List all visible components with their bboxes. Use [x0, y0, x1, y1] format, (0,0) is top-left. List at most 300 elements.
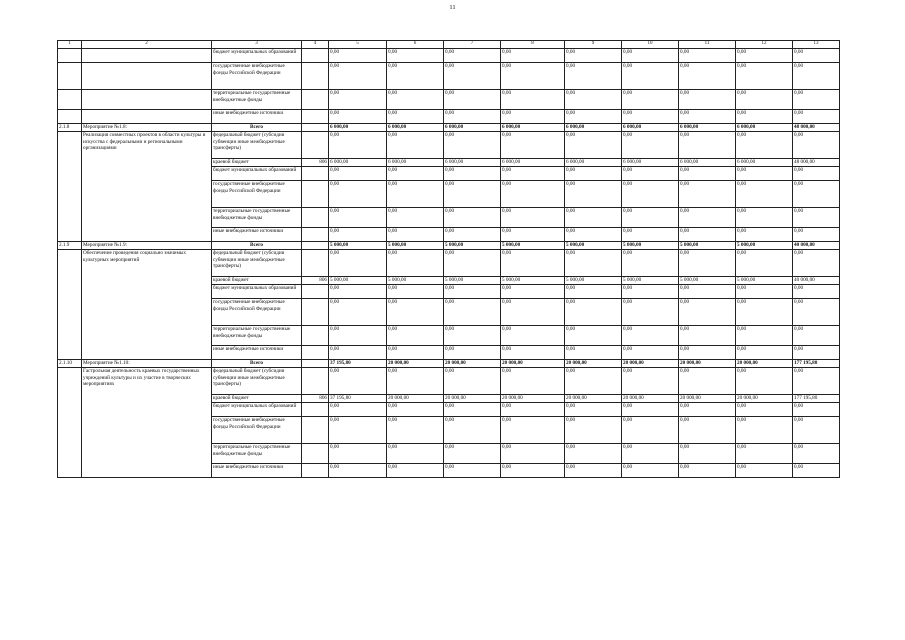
value-cell: 0,00 [793, 346, 840, 360]
funding-source-cell: федеральный бюджет (субсидии субвенции иные межбюджетные трансферты) [212, 132, 302, 159]
value-cell: 0,00 [793, 368, 840, 395]
funding-source-cell: Всего [212, 360, 302, 368]
value-cell: 5 000,00 [501, 277, 565, 285]
value-cell: 0,00 [736, 49, 793, 63]
measure-number-cell: 2.1.8 [58, 124, 82, 132]
value-cell: 0,00 [329, 49, 387, 63]
value-cell: 0,00 [444, 132, 501, 159]
value-cell: 0,00 [679, 368, 736, 395]
code-cell [302, 360, 329, 368]
value-cell: 0,00 [679, 228, 736, 242]
value-cell: 0,00 [329, 250, 387, 277]
value-cell: 0,00 [444, 368, 501, 395]
header-cell: 4 [302, 41, 329, 49]
value-cell: 0,00 [622, 464, 679, 478]
funding-source-cell: бюджет муниципальных образований [212, 49, 302, 63]
header-cell: 8 [501, 41, 565, 49]
measure-number-cell: 2.1.10 [58, 360, 82, 368]
value-cell: 0,00 [679, 208, 736, 228]
value-cell: 0,00 [565, 49, 622, 63]
value-cell: 6 000,00 [622, 159, 679, 167]
code-cell: 806 [302, 159, 329, 167]
value-cell: 0,00 [387, 208, 444, 228]
funding-source-cell: краевой бюджет [212, 277, 302, 285]
value-cell: 0,00 [387, 368, 444, 395]
value-cell: 0,00 [679, 63, 736, 90]
value-cell: 0,00 [565, 417, 622, 444]
value-cell: 48 000,00 [793, 124, 840, 132]
value-cell: 5 000,00 [679, 242, 736, 250]
value-cell: 20 000,00 [444, 360, 501, 368]
value-cell: 0,00 [387, 299, 444, 326]
value-cell: 5 000,00 [444, 242, 501, 250]
header-cell: 3 [212, 41, 302, 49]
value-cell: 0,00 [329, 208, 387, 228]
value-cell: 0,00 [622, 326, 679, 346]
value-cell: 0,00 [793, 208, 840, 228]
code-cell: 806 [302, 395, 329, 403]
value-cell: 0,00 [444, 90, 501, 110]
value-cell: 6 000,00 [387, 159, 444, 167]
value-cell: 0,00 [679, 346, 736, 360]
value-cell: 0,00 [387, 90, 444, 110]
value-cell: 0,00 [679, 250, 736, 277]
value-cell: 5 000,00 [736, 277, 793, 285]
value-cell: 0,00 [736, 181, 793, 208]
value-cell: 0,00 [622, 228, 679, 242]
value-cell: 0,00 [329, 464, 387, 478]
value-cell: 0,00 [565, 167, 622, 181]
value-cell: 0,00 [329, 167, 387, 181]
header-cell: 7 [444, 41, 501, 49]
value-cell: 6 000,00 [501, 159, 565, 167]
code-cell [302, 208, 329, 228]
value-cell: 0,00 [622, 299, 679, 326]
value-cell: 20 000,00 [565, 360, 622, 368]
measure-number-cell [58, 110, 82, 124]
value-cell: 0,00 [622, 346, 679, 360]
measure-description-cell: Гастрольная деятельность краевых государственных учреждений культуры и их участие в творческих мероприятиях [82, 368, 212, 478]
funding-source-cell: Всего [212, 242, 302, 250]
value-cell: 0,00 [622, 444, 679, 464]
code-cell [302, 124, 329, 132]
code-cell [302, 181, 329, 208]
value-cell: 20 000,00 [444, 395, 501, 403]
value-cell: 0,00 [793, 63, 840, 90]
value-cell: 0,00 [501, 250, 565, 277]
value-cell: 0,00 [329, 368, 387, 395]
value-cell: 0,00 [736, 63, 793, 90]
value-cell: 0,00 [387, 132, 444, 159]
value-cell: 0,00 [793, 250, 840, 277]
value-cell: 20 000,00 [501, 395, 565, 403]
value-cell: 0,00 [329, 228, 387, 242]
code-cell [302, 63, 329, 90]
value-cell: 0,00 [565, 464, 622, 478]
value-cell: 0,00 [444, 110, 501, 124]
value-cell: 0,00 [793, 90, 840, 110]
value-cell: 20 000,00 [736, 360, 793, 368]
code-cell [302, 285, 329, 299]
table-row [58, 132, 840, 159]
funding-source-cell: территориальные государственные внебюджетные фонды [212, 326, 302, 346]
value-cell: 0,00 [444, 167, 501, 181]
table-row [58, 360, 840, 368]
code-cell [302, 417, 329, 444]
value-cell: 6 000,00 [444, 124, 501, 132]
value-cell: 0,00 [736, 368, 793, 395]
measure-title-cell [82, 49, 212, 63]
code-cell [302, 299, 329, 326]
value-cell: 0,00 [501, 49, 565, 63]
header-cell: 11 [679, 41, 736, 49]
value-cell: 0,00 [444, 285, 501, 299]
value-cell: 0,00 [793, 417, 840, 444]
value-cell: 6 000,00 [565, 159, 622, 167]
value-cell: 0,00 [565, 346, 622, 360]
value-cell: 5 000,00 [329, 277, 387, 285]
value-cell: 0,00 [736, 167, 793, 181]
value-cell: 0,00 [444, 444, 501, 464]
value-cell: 0,00 [329, 299, 387, 326]
value-cell: 0,00 [736, 403, 793, 417]
value-cell: 6 000,00 [736, 124, 793, 132]
value-cell: 0,00 [387, 464, 444, 478]
value-cell: 0,00 [565, 110, 622, 124]
value-cell: 6 000,00 [444, 159, 501, 167]
budget-table [57, 40, 840, 478]
value-cell: 0,00 [679, 464, 736, 478]
table-row [58, 124, 840, 132]
value-cell: 0,00 [736, 417, 793, 444]
value-cell: 0,00 [622, 110, 679, 124]
value-cell: 0,00 [679, 326, 736, 346]
measure-description-cell: Реализация совместных проектов в области культуры и искусства с федеральными и региональными организациями [82, 132, 212, 242]
value-cell: 37 195,80 [329, 395, 387, 403]
value-cell: 0,00 [679, 110, 736, 124]
header-cell: 9 [565, 41, 622, 49]
header-cell: 6 [387, 41, 444, 49]
measure-number-cell [58, 90, 82, 110]
value-cell: 6 000,00 [501, 124, 565, 132]
value-cell: 0,00 [501, 228, 565, 242]
value-cell: 0,00 [736, 208, 793, 228]
value-cell: 0,00 [679, 49, 736, 63]
header-cell: 5 [329, 41, 387, 49]
value-cell: 0,00 [387, 417, 444, 444]
value-cell: 0,00 [501, 368, 565, 395]
value-cell: 0,00 [329, 132, 387, 159]
value-cell: 0,00 [736, 346, 793, 360]
value-cell: 0,00 [387, 285, 444, 299]
value-cell: 0,00 [622, 90, 679, 110]
value-cell: 0,00 [793, 464, 840, 478]
value-cell: 6 000,00 [565, 124, 622, 132]
funding-source-cell: государственные внебюджетные фонды Российской Федерации [212, 299, 302, 326]
measure-title-cell: Мероприятие №1.8: [82, 124, 212, 132]
value-cell: 0,00 [501, 208, 565, 228]
value-cell: 0,00 [329, 63, 387, 90]
value-cell: 0,00 [736, 110, 793, 124]
value-cell: 0,00 [622, 181, 679, 208]
value-cell: 5 000,00 [622, 242, 679, 250]
value-cell: 5 000,00 [387, 277, 444, 285]
value-cell: 0,00 [736, 464, 793, 478]
value-cell: 0,00 [565, 90, 622, 110]
code-cell [302, 326, 329, 346]
value-cell: 0,00 [444, 208, 501, 228]
value-cell: 177 195,80 [793, 360, 840, 368]
funding-source-cell: бюджет муниципальных образований [212, 403, 302, 417]
value-cell: 0,00 [501, 63, 565, 90]
value-cell: 5 000,00 [736, 242, 793, 250]
code-cell [302, 242, 329, 250]
value-cell: 0,00 [793, 228, 840, 242]
value-cell: 0,00 [565, 299, 622, 326]
value-cell: 0,00 [793, 49, 840, 63]
value-cell: 6 000,00 [329, 159, 387, 167]
funding-source-cell: иные внебюджетные источники [212, 346, 302, 360]
value-cell: 0,00 [679, 285, 736, 299]
code-cell [302, 132, 329, 159]
measure-title-cell: Мероприятие №1.10: [82, 360, 212, 368]
value-cell: 20 000,00 [622, 395, 679, 403]
value-cell: 0,00 [793, 167, 840, 181]
value-cell: 0,00 [736, 285, 793, 299]
value-cell: 0,00 [622, 250, 679, 277]
value-cell: 0,00 [329, 285, 387, 299]
value-cell: 0,00 [444, 299, 501, 326]
value-cell: 20 000,00 [679, 395, 736, 403]
value-cell: 177 195,80 [793, 395, 840, 403]
funding-source-cell: территориальные государственные внебюджетные фонды [212, 90, 302, 110]
value-cell: 0,00 [565, 208, 622, 228]
value-cell: 0,00 [565, 326, 622, 346]
funding-source-cell: бюджет муниципальных образований [212, 285, 302, 299]
table-row [58, 242, 840, 250]
value-cell: 6 000,00 [736, 159, 793, 167]
code-cell [302, 110, 329, 124]
value-cell: 0,00 [444, 417, 501, 444]
value-cell: 0,00 [793, 326, 840, 346]
value-cell: 0,00 [501, 417, 565, 444]
funding-source-cell: территориальные государственные внебюджетные фонды [212, 444, 302, 464]
code-cell [302, 444, 329, 464]
value-cell: 0,00 [329, 326, 387, 346]
value-cell: 0,00 [622, 417, 679, 444]
value-cell: 6 000,00 [622, 124, 679, 132]
value-cell: 0,00 [387, 403, 444, 417]
table-row [58, 49, 840, 63]
table-row [58, 368, 840, 395]
value-cell: 0,00 [565, 181, 622, 208]
measure-title-cell [82, 90, 212, 110]
table-row [58, 90, 840, 110]
value-cell: 0,00 [329, 346, 387, 360]
funding-source-cell: государственные внебюджетные фонды Российской Федерации [212, 181, 302, 208]
funding-source-cell: краевой бюджет [212, 159, 302, 167]
measure-title-cell: Мероприятие №1.9: [82, 242, 212, 250]
funding-source-cell: государственные внебюджетные фонды Российской Федерации [212, 63, 302, 90]
value-cell: 0,00 [387, 110, 444, 124]
table-header-row [58, 41, 840, 49]
value-cell: 0,00 [444, 326, 501, 346]
value-cell: 0,00 [501, 403, 565, 417]
measure-title-cell [82, 63, 212, 90]
value-cell: 0,00 [329, 417, 387, 444]
header-cell: 2 [82, 41, 212, 49]
value-cell: 0,00 [329, 90, 387, 110]
code-cell [302, 368, 329, 395]
value-cell: 0,00 [793, 299, 840, 326]
value-cell: 0,00 [793, 110, 840, 124]
value-cell: 0,00 [793, 403, 840, 417]
code-cell [302, 464, 329, 478]
value-cell: 0,00 [444, 346, 501, 360]
funding-source-cell: Всего [212, 124, 302, 132]
value-cell: 0,00 [444, 403, 501, 417]
value-cell: 0,00 [736, 228, 793, 242]
funding-source-cell: государственные внебюджетные фонды Российской Федерации [212, 417, 302, 444]
measure-number-cell: 2.1.9 [58, 242, 82, 250]
value-cell: 20 000,00 [387, 360, 444, 368]
code-cell [302, 228, 329, 242]
value-cell: 37 195,80 [329, 360, 387, 368]
value-cell: 0,00 [565, 403, 622, 417]
measure-title-cell [82, 110, 212, 124]
value-cell: 6 000,00 [387, 124, 444, 132]
value-cell: 0,00 [736, 250, 793, 277]
value-cell: 0,00 [565, 285, 622, 299]
value-cell: 6 000,00 [329, 124, 387, 132]
measure-number-cell [58, 250, 82, 360]
funding-source-cell: территориальные государственные внебюджетные фонды [212, 208, 302, 228]
value-cell: 0,00 [622, 368, 679, 395]
value-cell: 0,00 [501, 285, 565, 299]
value-cell: 0,00 [565, 444, 622, 464]
header-cell: 12 [736, 41, 793, 49]
value-cell: 0,00 [679, 90, 736, 110]
value-cell: 0,00 [444, 49, 501, 63]
header-cell: 1 [58, 41, 82, 49]
value-cell: 0,00 [565, 250, 622, 277]
code-cell [302, 403, 329, 417]
value-cell: 0,00 [793, 132, 840, 159]
measure-description-cell: Обеспечение проведения социально значимых культурных мероприятий [82, 250, 212, 360]
measure-number-cell [58, 63, 82, 90]
value-cell: 0,00 [565, 368, 622, 395]
funding-source-cell: иные внебюджетные источники [212, 228, 302, 242]
table-row [58, 250, 840, 277]
value-cell: 0,00 [501, 167, 565, 181]
code-cell: 806 [302, 277, 329, 285]
value-cell: 0,00 [793, 181, 840, 208]
value-cell: 0,00 [387, 346, 444, 360]
value-cell: 0,00 [501, 444, 565, 464]
value-cell: 0,00 [565, 228, 622, 242]
value-cell: 5 000,00 [329, 242, 387, 250]
value-cell: 0,00 [679, 181, 736, 208]
value-cell: 0,00 [501, 132, 565, 159]
value-cell: 0,00 [793, 285, 840, 299]
table-row [58, 63, 840, 90]
value-cell: 0,00 [622, 208, 679, 228]
value-cell: 0,00 [679, 299, 736, 326]
value-cell: 0,00 [444, 250, 501, 277]
value-cell: 5 000,00 [622, 277, 679, 285]
funding-source-cell: федеральный бюджет (субсидии субвенции иные межбюджетные трансферты) [212, 368, 302, 395]
value-cell: 0,00 [679, 417, 736, 444]
funding-source-cell: бюджет муниципальных образований [212, 167, 302, 181]
value-cell: 40 000,00 [793, 277, 840, 285]
value-cell: 48 000,00 [793, 159, 840, 167]
code-cell [302, 346, 329, 360]
measure-number-cell [58, 49, 82, 63]
value-cell: 0,00 [329, 444, 387, 464]
value-cell: 0,00 [444, 63, 501, 90]
value-cell: 0,00 [679, 167, 736, 181]
value-cell: 0,00 [736, 326, 793, 346]
value-cell: 0,00 [329, 403, 387, 417]
value-cell: 5 000,00 [565, 242, 622, 250]
value-cell: 5 000,00 [444, 277, 501, 285]
measure-number-cell [58, 368, 82, 478]
value-cell: 20 000,00 [679, 360, 736, 368]
value-cell: 0,00 [501, 110, 565, 124]
value-cell: 0,00 [679, 444, 736, 464]
value-cell: 0,00 [444, 464, 501, 478]
header-cell: 13 [793, 41, 840, 49]
value-cell: 0,00 [679, 132, 736, 159]
funding-source-cell: краевой бюджет [212, 395, 302, 403]
value-cell: 0,00 [387, 167, 444, 181]
value-cell: 0,00 [501, 299, 565, 326]
funding-source-cell: иные внебюджетные источники [212, 110, 302, 124]
value-cell: 40 000,00 [793, 242, 840, 250]
value-cell: 6 000,00 [679, 124, 736, 132]
value-cell: 0,00 [622, 167, 679, 181]
code-cell [302, 90, 329, 110]
value-cell: 0,00 [329, 110, 387, 124]
value-cell: 20 000,00 [565, 395, 622, 403]
table-row [58, 110, 840, 124]
value-cell: 0,00 [444, 228, 501, 242]
value-cell: 0,00 [387, 250, 444, 277]
value-cell: 0,00 [736, 90, 793, 110]
value-cell: 0,00 [387, 326, 444, 346]
value-cell: 0,00 [793, 444, 840, 464]
value-cell: 0,00 [387, 49, 444, 63]
page-number: 11 [449, 4, 456, 11]
value-cell: 0,00 [679, 403, 736, 417]
funding-source-cell: федеральный бюджет (субсидии субвенции иные межбюджетные трансферты) [212, 250, 302, 277]
code-cell [302, 250, 329, 277]
value-cell: 0,00 [565, 132, 622, 159]
value-cell: 0,00 [329, 181, 387, 208]
value-cell: 0,00 [622, 285, 679, 299]
value-cell: 0,00 [501, 181, 565, 208]
value-cell: 0,00 [387, 181, 444, 208]
header-cell: 10 [622, 41, 679, 49]
value-cell: 20 000,00 [387, 395, 444, 403]
value-cell: 20 000,00 [501, 360, 565, 368]
value-cell: 0,00 [444, 181, 501, 208]
value-cell: 0,00 [501, 326, 565, 346]
value-cell: 20 000,00 [736, 395, 793, 403]
value-cell: 20 000,00 [622, 360, 679, 368]
value-cell: 0,00 [736, 444, 793, 464]
value-cell: 0,00 [387, 228, 444, 242]
